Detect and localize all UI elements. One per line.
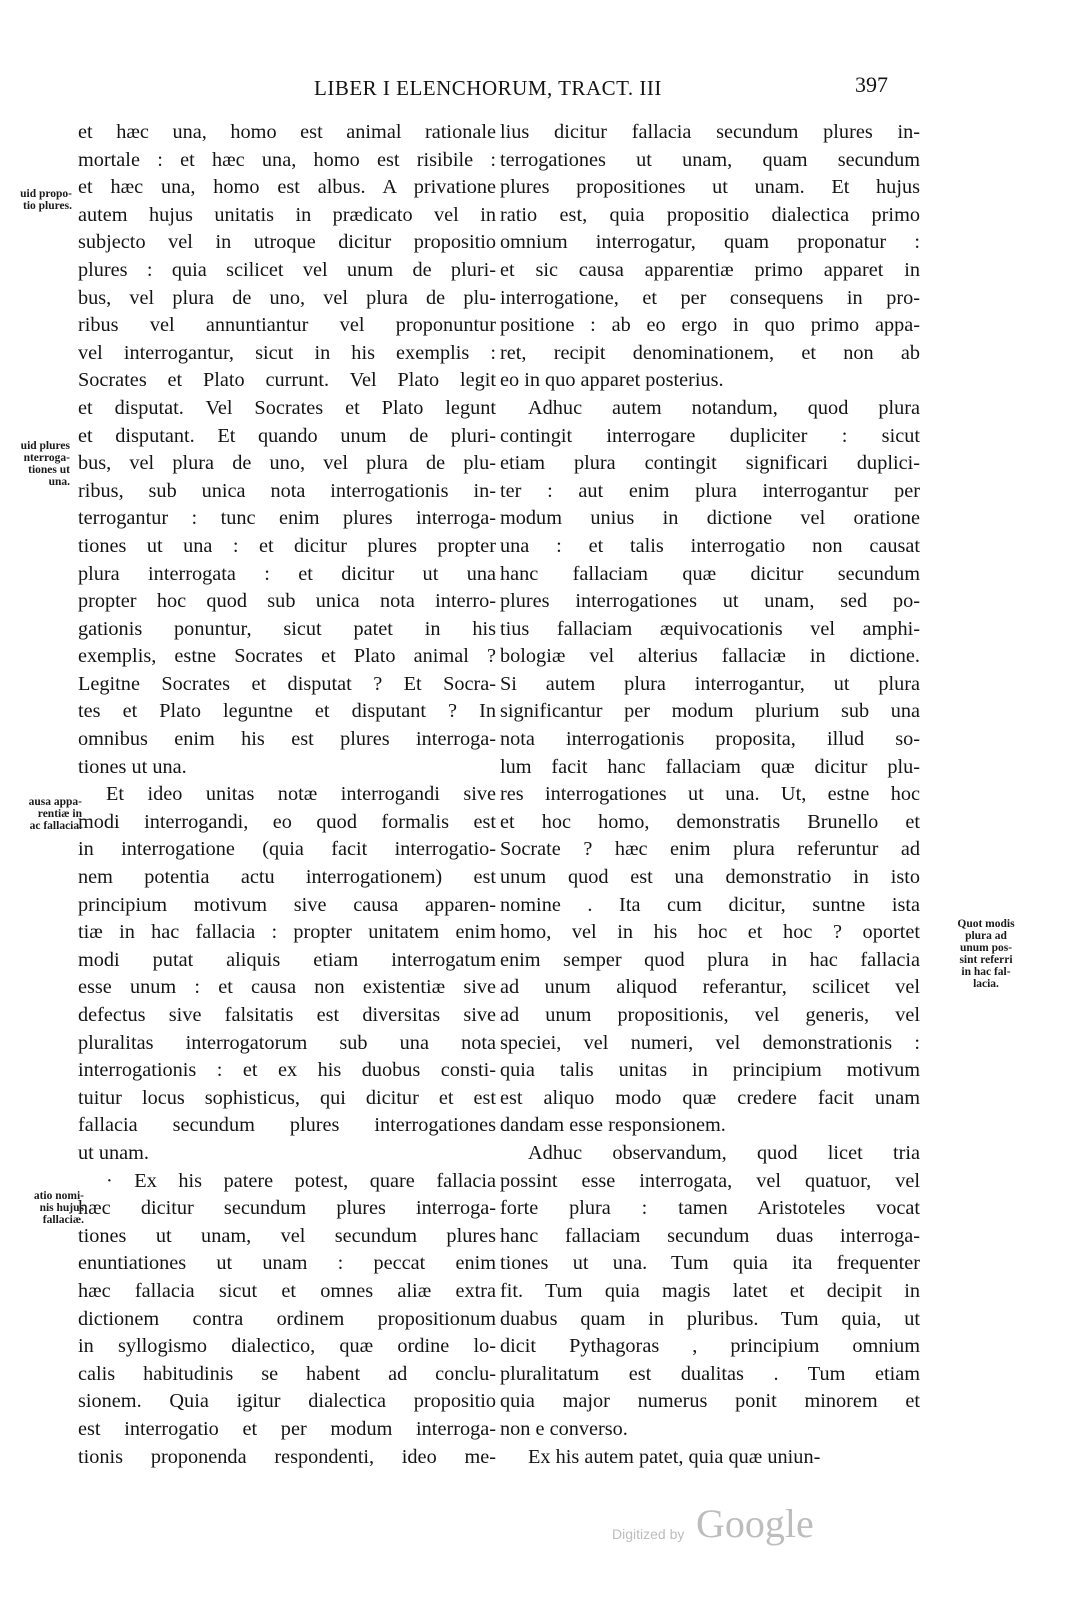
text-line: nomine . Ita cum dicitur, suntne ista bbox=[500, 893, 920, 916]
margin-note-line: una. bbox=[48, 476, 70, 488]
text-line: Adhuc observandum, quod licet tria bbox=[528, 1141, 920, 1164]
text-line: dictionem contra ordinem propositionum bbox=[78, 1307, 496, 1330]
text-line: ter : aut enim plura interrogantur per bbox=[500, 479, 920, 502]
text-line: mortale : et hæc una, homo est risibile : bbox=[78, 148, 496, 171]
left-text-column bbox=[78, 119, 496, 1471]
margin-note-line: atio nomi- bbox=[33, 1190, 84, 1202]
text-line: esse unum : et causa non existentiæ sive bbox=[78, 976, 496, 999]
text-line: enuntiationes ut unam : peccat enim bbox=[78, 1252, 496, 1275]
margin-note-line: unum pos- bbox=[959, 942, 1013, 954]
text-line: propter hoc quod sub unica nota interro- bbox=[78, 590, 496, 613]
text-line: tiones ut una. bbox=[78, 755, 187, 778]
margin-note-line: rentiæ in bbox=[37, 808, 82, 820]
text-line: terrogationes ut unam, quam secundum bbox=[500, 148, 920, 171]
text-line: etiam plura contingit significari duplici- bbox=[500, 452, 920, 475]
text-line: plures : quia scilicet vel unum de pluri- bbox=[78, 258, 496, 281]
text-line: bologiæ vel alterius fallaciæ in dictione. bbox=[500, 645, 920, 668]
text-line: Socrate ? hæc enim plura referuntur ad bbox=[500, 838, 920, 861]
text-line: dandam esse responsionem. bbox=[500, 1114, 726, 1137]
text-line: terrogantur : tunc enim plures interroga- bbox=[78, 507, 496, 530]
margin-note-line: sint referri bbox=[959, 954, 1013, 966]
text-line: interrogatione, et per consequens in pro- bbox=[500, 286, 920, 309]
text-line: forte plura : tamen Aristoteles vocat bbox=[500, 1197, 920, 1220]
text-line: significantur per modum plurium sub una bbox=[500, 700, 920, 723]
margin-note-quot-modis bbox=[944, 918, 1028, 990]
text-line: ribus vel annuntiantur vel proponuntur bbox=[78, 314, 496, 337]
text-line: Si autem plura interrogantur, ut plura bbox=[500, 672, 920, 695]
margin-note-quid-propositio-plures bbox=[4, 188, 72, 212]
margin-note-line: tiones ut bbox=[28, 464, 70, 476]
margin-note-line: uid plures bbox=[20, 440, 70, 452]
text-line: nota interrogationis proposita, illud so- bbox=[500, 728, 920, 751]
text-line: sionem. Quia igitur dialectica propositio bbox=[78, 1390, 496, 1413]
text-line: est interrogatio et per modum interroga- bbox=[78, 1417, 496, 1440]
text-line: speciei, vel numeri, vel demonstrationis : bbox=[500, 1031, 920, 1054]
text-line: · Ex his patere potest, quare fallacia bbox=[106, 1169, 496, 1192]
text-line: res interrogationes ut una. Ut, estne hoc bbox=[500, 783, 920, 806]
text-line: defectus sive falsitatis est diversitas sive bbox=[78, 1004, 496, 1026]
text-line: interrogationis : et ex his duobus consti- bbox=[78, 1059, 496, 1082]
google-logo: Google bbox=[696, 1501, 814, 1546]
text-line: principium motivum sive causa apparen- bbox=[78, 893, 496, 916]
text-line: et hæc una, homo est albus. A privatione bbox=[78, 176, 496, 199]
text-line: et hoc homo, demonstratis Brunello et bbox=[500, 810, 920, 833]
text-line: quia major numerus ponit minorem et bbox=[500, 1390, 920, 1413]
margin-note-line: fallaciæ. bbox=[42, 1214, 84, 1226]
text-line: eo in quo apparet posterius. bbox=[500, 369, 724, 392]
text-line: Et ideo unitas notæ interrogandi sive bbox=[106, 783, 496, 806]
text-line: quia talis unitas in principium motivum bbox=[500, 1059, 920, 1082]
text-line: hæc dicitur secundum plures interroga- bbox=[78, 1197, 496, 1220]
text-line: modi putat aliquis etiam interrogatum bbox=[78, 948, 496, 971]
text-line: plures interrogationes ut unam, sed po- bbox=[500, 590, 920, 613]
text-line: ad unum propositionis, vel generis, vel bbox=[500, 1004, 920, 1026]
text-line: ut unam. bbox=[78, 1141, 149, 1164]
margin-note-causa-apparentiae bbox=[0, 796, 82, 832]
text-line: bus, vel plura de uno, vel plura de plu- bbox=[78, 452, 496, 475]
margin-note-line: lacia. bbox=[973, 978, 999, 990]
text-line: ribus, sub unica nota interrogationis in- bbox=[78, 479, 496, 502]
text-line: pluralitatum est dualitas . Tum etiam bbox=[500, 1362, 920, 1385]
text-line: plures propositiones ut unam. Et hujus bbox=[500, 176, 920, 199]
margin-note-line: ausa appa- bbox=[28, 796, 82, 808]
text-line: in syllogismo dialectico, quæ ordine lo- bbox=[78, 1335, 496, 1358]
text-line: nem potentia actu interrogationem) est bbox=[78, 866, 496, 889]
text-line: hæc fallacia sicut et omnes aliæ extra bbox=[78, 1279, 496, 1302]
text-line: omnium interrogatur, quam proponatur : bbox=[500, 231, 920, 254]
text-line: unum quod est una demonstratio in isto bbox=[500, 866, 920, 889]
text-line: possint esse interrogata, vel quatuor, vel bbox=[500, 1169, 920, 1192]
text-line: et sic causa apparentiæ primo apparet in bbox=[500, 258, 920, 281]
text-line: gationis ponuntur, sicut patet in his bbox=[78, 617, 496, 640]
margin-note-line: ac fallacia. bbox=[29, 820, 82, 832]
margin-note-line: in hac fal- bbox=[961, 966, 1011, 978]
text-line: fallacia secundum plures interrogationes bbox=[78, 1114, 496, 1137]
running-title: LIBER I ELENCHORUM, TRACT. III bbox=[314, 76, 662, 100]
text-line: tes et Plato leguntne et disputant ? In bbox=[78, 700, 496, 723]
text-line: Ex his autem patet, quia quæ uniun- bbox=[528, 1445, 821, 1468]
text-line: calis habitudinis se habent ad conclu- bbox=[78, 1362, 496, 1385]
margin-note-line: Quot modis bbox=[957, 918, 1015, 930]
text-line: vel interrogantur, sicut in his exemplis : bbox=[78, 341, 496, 364]
text-line: et disputat. Vel Socrates et Plato legunt bbox=[78, 396, 496, 419]
text-line: hanc fallaciam secundum duas interroga- bbox=[500, 1224, 920, 1247]
text-line: ratio est, quia propositio dialectica primo bbox=[500, 203, 920, 226]
text-line: tuitur locus sophisticus, qui dicitur et est bbox=[78, 1086, 496, 1109]
margin-note-line: nterroga- bbox=[23, 452, 70, 464]
text-line: in interrogatione (quia facit interrogatio- bbox=[78, 838, 496, 861]
text-line: tiones ut una : et dicitur plures propter bbox=[78, 534, 496, 557]
text-line: Socrates et Plato currunt. Vel Plato legit bbox=[78, 369, 496, 392]
text-line: ad unum aliquod referantur, scilicet vel bbox=[500, 976, 920, 999]
text-line: hanc fallaciam quæ dicitur secundum bbox=[500, 562, 920, 585]
text-line: exemplis, estne Socrates et Plato animal ? bbox=[78, 645, 496, 668]
running-head bbox=[0, 72, 1066, 112]
text-line: tiones ut unam, vel secundum plures bbox=[78, 1224, 496, 1247]
text-line: omnibus enim his est plures interroga- bbox=[78, 728, 496, 751]
digitized-label: Digitized by bbox=[612, 1526, 685, 1542]
text-line: autem hujus unitatis in prædicato vel in bbox=[78, 203, 496, 226]
text-line: fit. Tum quia magis latet et decipit in bbox=[500, 1279, 920, 1302]
text-line: positione : ab eo ergo in quo primo appa- bbox=[500, 314, 920, 337]
text-line: bus, vel plura de uno, vel plura de plu- bbox=[78, 286, 496, 309]
text-line: contingit interrogare dupliciter : sicut bbox=[500, 424, 920, 447]
text-line: Legitne Socrates et disputat ? Et Socra- bbox=[78, 672, 496, 695]
margin-note-quid-plures-interrogationes bbox=[0, 440, 70, 488]
text-line: lum facit hanc fallaciam quæ dicitur plu- bbox=[500, 755, 920, 778]
text-line: non e converso. bbox=[500, 1417, 628, 1440]
text-line: duabus quam in pluribus. Tum quia, ut bbox=[500, 1307, 920, 1330]
text-line: homo, vel in his hoc et hoc ? oportet bbox=[500, 921, 920, 944]
text-line: et hæc una, homo est animal rationale bbox=[78, 121, 496, 143]
text-line: plura interrogata : et dicitur ut una bbox=[78, 562, 496, 585]
text-line: tionis proponenda respondenti, ideo me- bbox=[78, 1445, 496, 1468]
text-line: modi interrogandi, eo quod formalis est bbox=[78, 810, 496, 833]
text-line: Adhuc autem notandum, quod plura bbox=[528, 396, 920, 419]
text-line: lius dicitur fallacia secundum plures in- bbox=[500, 121, 920, 143]
text-line: tiones ut una. Tum quia ita frequenter bbox=[500, 1252, 920, 1275]
text-line: tius fallaciam æquivocationis vel amphi- bbox=[500, 617, 920, 640]
text-line: tiæ in hac fallacia : propter unitatem enim bbox=[78, 921, 496, 944]
text-line: una : et talis interrogatio non causat bbox=[500, 534, 920, 557]
text-line: subjecto vel in utroque dicitur propositio bbox=[78, 231, 496, 254]
text-line: modum unius in dictione vel oratione bbox=[500, 507, 920, 530]
margin-note-line: uid propo- bbox=[20, 188, 72, 200]
text-line: et disputant. Et quando unum de pluri- bbox=[78, 424, 496, 447]
page-number: 397 bbox=[855, 72, 888, 97]
margin-note-line: tio plures. bbox=[23, 200, 72, 212]
margin-note-ratio-nominis bbox=[0, 1190, 84, 1226]
text-line: ret, recipit denominationem, et non ab bbox=[500, 341, 920, 364]
text-line: enim semper quod plura in hac fallacia bbox=[500, 948, 920, 971]
text-line: est aliquo modo quæ credere facit unam bbox=[500, 1086, 920, 1109]
digitized-by-google-watermark bbox=[612, 1500, 842, 1550]
margin-note-line: nis hujus bbox=[39, 1202, 84, 1214]
margin-note-line: plura ad bbox=[965, 930, 1007, 942]
right-text-column bbox=[500, 119, 920, 1471]
text-line: pluralitas interrogatorum sub una nota bbox=[78, 1031, 496, 1054]
text-line: dicit Pythagoras , principium omnium bbox=[500, 1335, 920, 1358]
